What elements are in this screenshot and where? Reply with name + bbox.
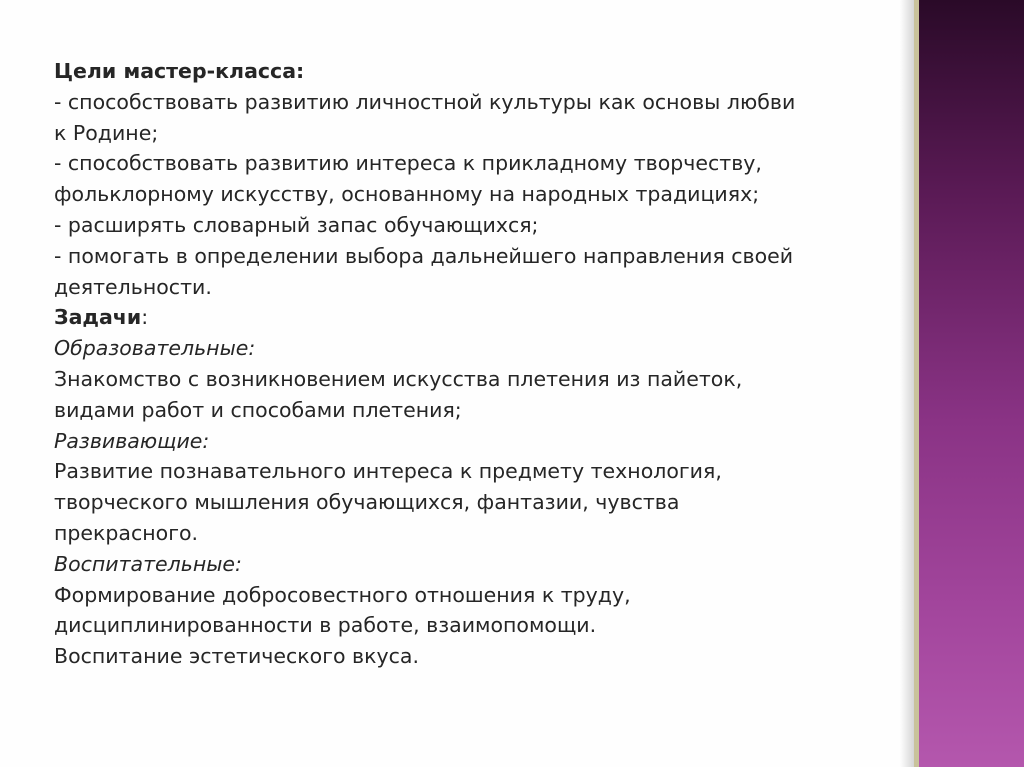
educational-line-2: видами работ и способами плетения;: [54, 397, 462, 422]
upbringing-line-2: дисциплинированности в работе, взаимопомощи.: [54, 613, 597, 638]
goals-heading: Цели мастер-класса:: [54, 59, 305, 83]
tasks-heading-line: [54, 302, 874, 333]
goal-item-4-line-1: - помогать в определении выбора дальнейшего направления своей: [54, 243, 794, 268]
slide-text-body: [54, 56, 874, 672]
goal-item-4-line-2: деятельности.: [54, 274, 212, 299]
developing-line-3: прекрасного.: [54, 520, 199, 545]
goal-item-1-line-2: к Родине;: [54, 120, 159, 145]
upbringing-line-3: Воспитание эстетического вкуса.: [54, 644, 419, 669]
goal-item-1-line-1: - способствовать развитию личностной культуры как основы любви: [54, 89, 796, 114]
tasks-heading-colon: :: [141, 305, 149, 330]
decorative-sidebar-band: [919, 0, 1024, 767]
goal-item-2-line-1: - способствовать развитию интереса к прикладному творчеству,: [54, 151, 762, 176]
educational-line-1: Знакомство с возникновением искусства плетения из пайеток,: [54, 366, 743, 391]
goal-item-2-line-2: фольклорному искусству, основанному на народных традициях;: [54, 182, 760, 207]
goal-item-3: - расширять словарный запас обучающихся;: [54, 212, 539, 237]
upbringing-heading: Воспитательные:: [54, 551, 242, 576]
developing-line-1: Развитие познавательного интереса к предмету технология,: [54, 459, 722, 484]
educational-heading: Образовательные:: [54, 336, 256, 361]
tasks-heading: Задачи: [54, 305, 142, 330]
developing-heading: Развивающие:: [54, 428, 210, 453]
developing-line-2: творческого мышления обучающихся, фантазии, чувства: [54, 490, 680, 515]
upbringing-line-1: Формирование добросовестного отношения к труду,: [54, 582, 631, 607]
